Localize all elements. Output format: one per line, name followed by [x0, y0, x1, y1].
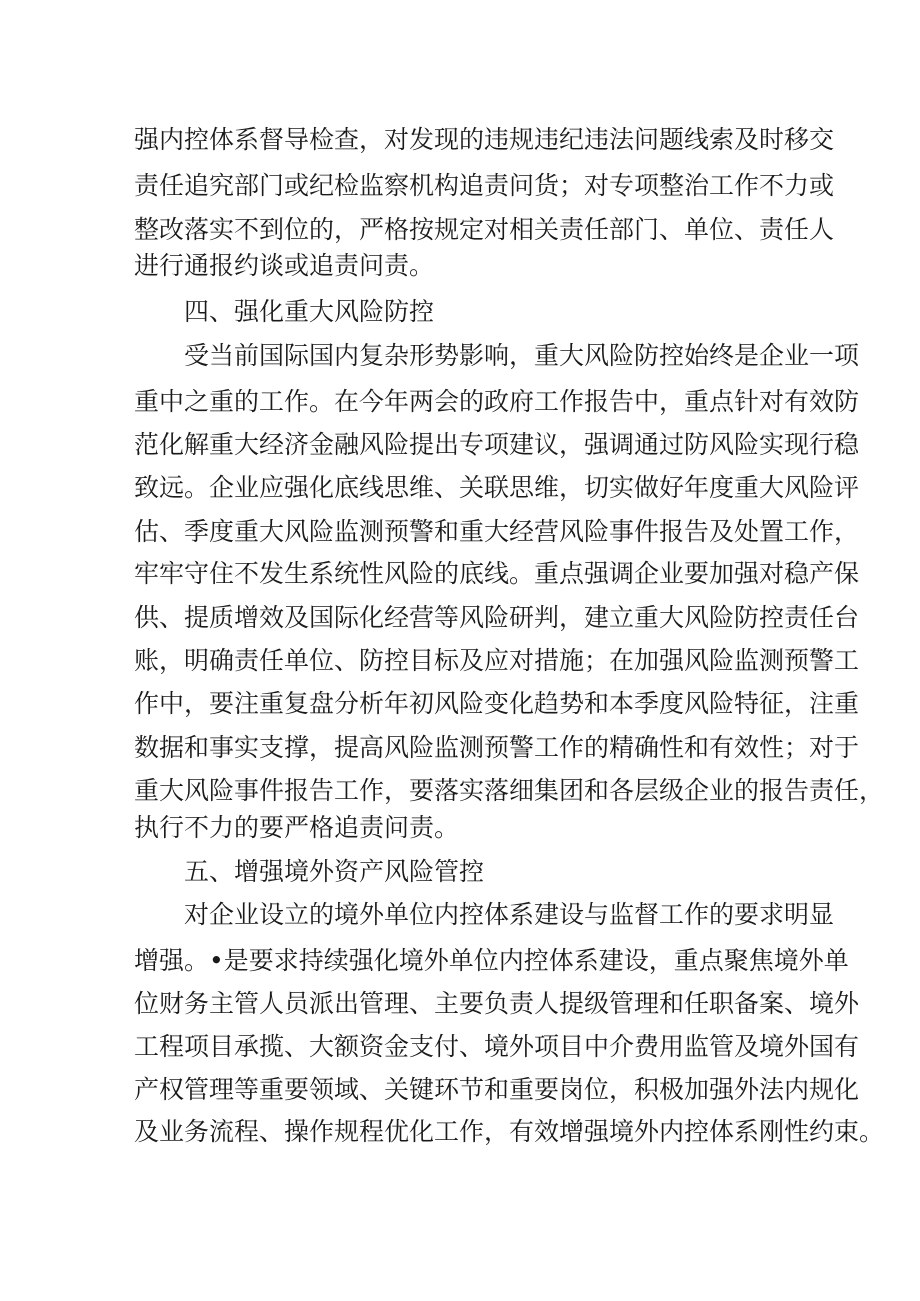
- body-text-line: 致远。企业应强化底线思维、关联思维，切实做好年度重大风险评: [134, 473, 860, 502]
- body-text-line: 重中之重的工作。在今年两会的政府工作报告中，重点针对有效防: [134, 387, 860, 416]
- body-text-line: 进行通报约谈或追责问责。: [134, 251, 435, 280]
- body-text-line: 整改落实不到位的，严格按规定对相关责任部门、单位、责任人: [134, 215, 835, 244]
- section-heading-4: 四、强化重大风险防控: [184, 297, 435, 326]
- body-text-line: 重大风险事件报告工作，要落实落细集团和各层级企业的报告责任，: [134, 776, 885, 805]
- body-text-line: 数据和事实支撑，提高风险监测预警工作的精确性和有效性；对于: [134, 733, 860, 762]
- body-text-line: 责任追究部门或纪检监察机构追责问货；对专项整治工作不力或: [134, 171, 835, 200]
- body-text-line: 位财务主管人员派出管理、主要负责人提级管理和任职备案、境外: [134, 989, 860, 1018]
- body-text-line: 增强。•是要求持续强化境外单位内控体系建设，重点聚焦境外单: [134, 946, 849, 975]
- body-text-line: 范化解重大经济金融风险提出专项建议，强调通过防风险实现行稳: [134, 430, 860, 459]
- section-heading-5: 五、增强境外资产风险管控: [184, 857, 485, 886]
- body-text-line: 及业务流程、操作规程优化工作，有效增强境外内控体系刚性约束。: [134, 1117, 885, 1146]
- body-text-line: 强内控体系督导检查，对发现的违规违纪违法问题线索及时移交: [134, 125, 835, 154]
- paragraph-first-line: 受当前国际国内复杂形势影响，重大风险防控始终是企业一项: [184, 341, 860, 370]
- body-text-line: 账，明确责任单位、防控目标及应对措施；在加强风险监测预警工: [134, 646, 860, 675]
- body-text-line: 产权管理等重要领域、关键环节和重要岗位，积极加强外法内规化: [134, 1075, 860, 1104]
- body-text-line: 估、季度重大风险监测预警和重大经营风险事件报告及处置工作，: [134, 517, 860, 546]
- body-text-line: 执行不力的要严格追责问责。: [134, 813, 460, 842]
- body-text-line: 牢牢守住不发生系统性风险的底线。重点强调企业要加强对稳产保: [134, 559, 860, 588]
- body-text-line: 工程项目承揽、大额资金支付、境外项目中介费用监管及境外国有: [134, 1032, 860, 1061]
- body-text-line: 作中，要注重复盘分析年初风险变化趋势和本季度风险特征，注重: [134, 689, 860, 718]
- paragraph-first-line: 对企业设立的境外单位内控体系建设与监督工作的要求明显: [184, 900, 835, 929]
- body-text-line: 供、提质增效及国际化经营等风险研判，建立重大风险防控责任台: [134, 603, 860, 632]
